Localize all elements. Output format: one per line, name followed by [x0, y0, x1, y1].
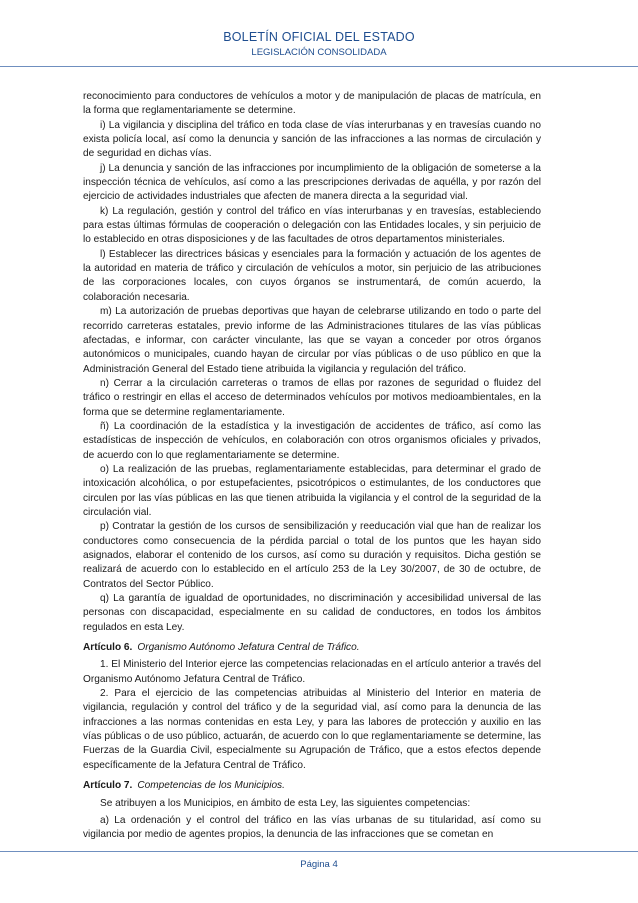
paragraph-item-enye: ñ) La coordinación de la estadística y la investigación de accidentes de tráfico, así como las estadísticas de inspección de vehículos, en colaboración con otros organismos oficiales y privados, de acuerdo con lo que reglamentariamente se determine.: [83, 420, 541, 461]
header-divider: [0, 66, 638, 67]
article-6-paragraph-1: 1. El Ministerio del Interior ejerce las competencias relacionadas en el artículo anterior a través del Organismo Autónomo Jefatura Central de Tráfico.: [83, 659, 541, 685]
article-7-intro: Se atribuyen a los Municipios, en ámbito de esta Ley, las siguientes competencias:: [100, 797, 471, 809]
article-7-item-a: a) La ordenación y el control del tráfico en las vías urbanas de su titularidad, así como su vigilancia por medio de agentes propios, la denuncia de las infracciones que se cometan en: [83, 814, 541, 841]
paragraph-item-m: m) La autorización de pruebas deportivas que hayan de celebrarse utilizando en todo o parte del recorrido carreteras estatales, previo informe de las Administraciones titulares de las vías públicas afectadas, e informar, con carácter vinculante, las que se vayan a conceder por otros órganos autonómicos o municipales, cuando hayan de circular por vías públicas o de uso público en que la Administración General del Estado tiene atribuida la vigilancia y regulación del tráfico.: [83, 306, 541, 375]
article-7-heading: [83, 779, 541, 793]
paragraph-item-j: j) La denuncia y sanción de las infracciones por incumplimiento de la obligación de someterse a la inspección técnica de vehículos, así como a las prescripciones derivadas de aquélla, y por razón del ejercicio de actividades industriales que afecten de manera directa a la seguridad vial.: [83, 162, 541, 203]
article-7-number: Artículo 7.: [83, 780, 133, 792]
article-6-paragraph-2: 2. Para el ejercicio de las competencias atribuidas al Ministerio del Interior en materia de vigilancia, regulación y control del tráfico y de la seguridad vial, así como para la denuncia de las infracciones a las normas contenidas en esta Ley, y para las labores de protección y auxilio en las vías públicas o de uso público, actuarán, de acuerdo con lo que reglamentariamente se determine, las Fuerzas de la Guardia Civil, especialmente su Agrupación de Tráfico, que a estos efectos depende específicamente de la Jefatura Central de Tráfico.: [83, 688, 541, 771]
header-title: BOLETÍN OFICIAL DEL ESTADO: [223, 30, 415, 44]
paragraph-item-o: o) La realización de las pruebas, reglamentariamente establecidas, para determinar el grado de intoxicación alcohólica, o por estupefacientes, psicotrópicos o estimulantes, de los conductores que circulen por las vías públicas en las que tienen atribuida la vigilancia y el control de la seguridad de la circulación vial.: [83, 463, 541, 518]
document-body: [83, 90, 541, 843]
article-6-title: Organismo Autónomo Jefatura Central de Tráfico.: [137, 642, 360, 654]
paragraph-item-q: q) La garantía de igualdad de oportunidades, no discriminación y accesibilidad universal de las personas con discapacidad, especialmente en su calidad de conductores, en todos los ámbitos regulados en esta Ley.: [83, 593, 541, 633]
page-number: Página 4: [300, 859, 338, 870]
paragraph-continuation: reconocimiento para conductores de vehículos a motor y de manipulación de placas de matrícula, en la forma que reglamentariamente se determine.: [83, 91, 541, 117]
article-6-number: Artículo 6.: [83, 642, 133, 654]
paragraph-item-i: i) La vigilancia y disciplina del tráfico en toda clase de vías interurbanas y en travesías cuando no exista policía local, así como la denuncia y sanción de las infracciones a las normas de circulación y de seguridad en dichas vías.: [83, 119, 541, 160]
article-7-title: Competencias de los Municipios.: [137, 780, 285, 792]
paragraph-item-p: p) Contratar la gestión de los cursos de sensibilización y reeducación vial que han de realizar los conductores como consecuencia de la pérdida parcial o total de los puntos que les hayan sido asignados, elaborar el contenido de los cursos, así como su duración y requisitos. Dicha gestión se realizará de acuerdo con lo establecido en el artículo 253 de la Ley 30/2007, de 30 de octubre, de Contratos del Sector Público.: [83, 521, 541, 590]
paragraph-item-n: n) Cerrar a la circulación carreteras o tramos de ellas por razones de seguridad o fluidez del tráfico o restringir en ellas el acceso de determinados vehículos por motivos medioambientales, en la forma que se determine reglamentariamente.: [83, 377, 541, 418]
header-subtitle: LEGISLACIÓN CONSOLIDADA: [251, 47, 387, 58]
paragraph-item-l: l) Establecer las directrices básicas y esenciales para la formación y actuación de los agentes de la autoridad en materia de tráfico y circulación de vehículos a motor, sin perjuicio de las atribuciones de las corporaciones locales, con cuyos órganos se instrumentará, de común acuerdo, la colaboración necesaria.: [83, 248, 541, 303]
article-6-heading: [83, 641, 541, 655]
footer-divider: [0, 851, 638, 852]
paragraph-item-k: k) La regulación, gestión y control del tráfico en vías interurbanas y en travesías, estableciendo para estas últimas fórmulas de cooperación o delegación con las Entidades locales, y sin perjuicio de lo establecido en otras disposiciones y de las facultades de otros departamentos ministeriales.: [83, 205, 541, 246]
